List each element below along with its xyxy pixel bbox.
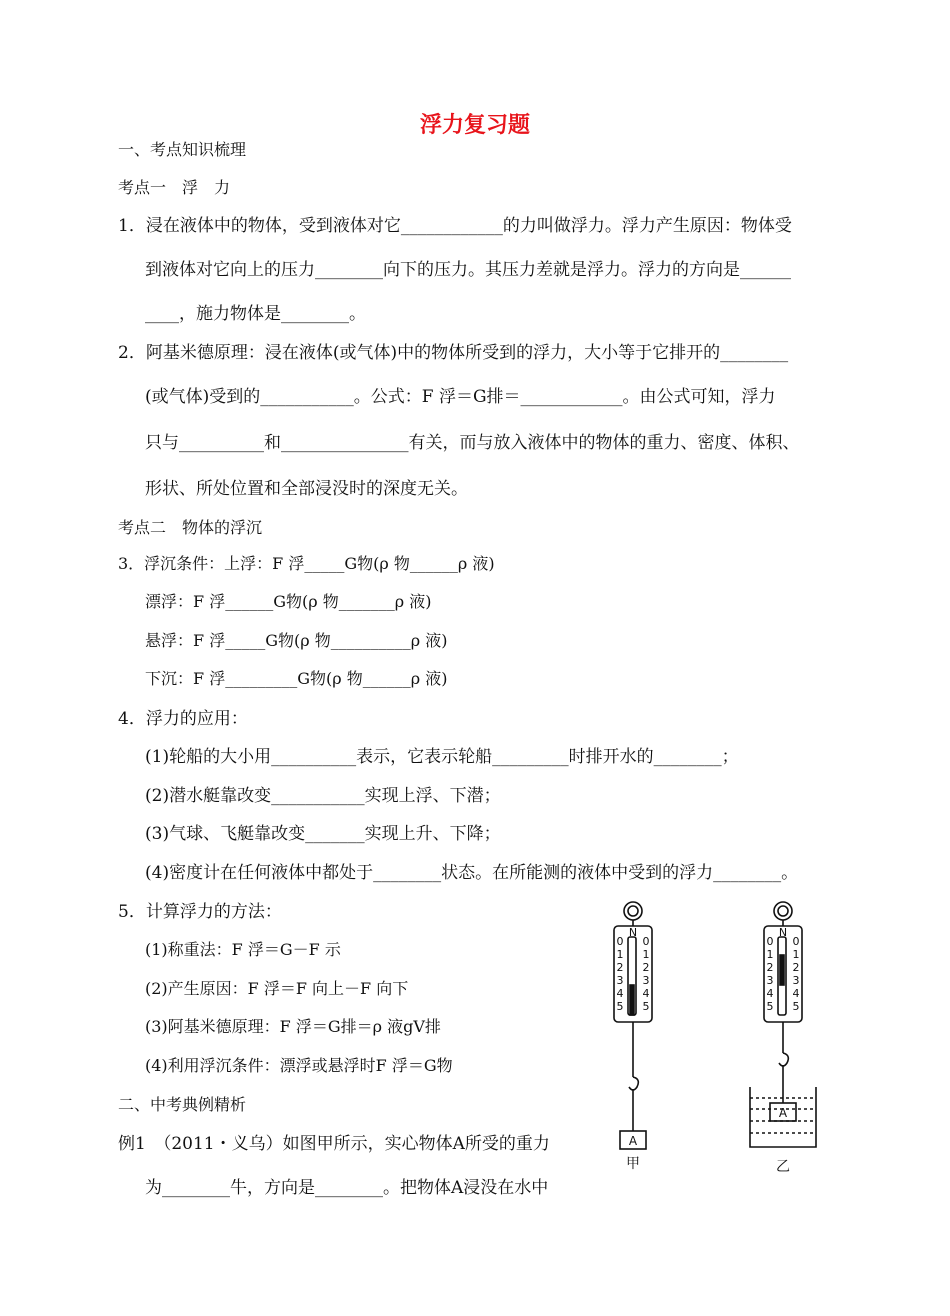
example-1-line-2: 为________牛，方向是________。把物体A浸没在水中 — [145, 1178, 549, 1198]
question-1-line-2: 到液体对它向上的压力________向下的压力。其压力差就是浮力。浮力的方向是______ — [145, 260, 791, 280]
question-5-item-4: (4)利用浮沉条件：漂浮或悬浮时F 浮＝G物 — [145, 1056, 453, 1075]
scale-number: 3 — [616, 974, 624, 987]
scale-number: 1 — [766, 948, 774, 961]
scale-number: 5 — [616, 1000, 624, 1013]
scale-number: 4 — [792, 987, 800, 1000]
question-1-line-3: ____，施力物体是________。 — [145, 304, 366, 324]
question-2-line-3: 只与__________和_______________有关，而与放入液体中的物体的重力、密度、体积、 — [145, 433, 800, 453]
question-2-line-4: 形状、所处位置和全部浸没时的深度无关。 — [145, 479, 468, 499]
scale-number: 5 — [766, 1000, 774, 1013]
scale-number: 1 — [616, 948, 624, 961]
topic-heading: 考点二 物体的浮沉 — [118, 518, 263, 537]
scale-number: 1 — [642, 948, 650, 961]
question-4-item-3: (3)气球、飞艇靠改变_______实现上升、下降； — [145, 824, 501, 844]
scale-letter-right: N — [778, 926, 788, 939]
topic-heading: 考点一 浮 力 — [118, 178, 231, 197]
scale-number: 0 — [616, 935, 624, 948]
scale-number: 3 — [766, 974, 774, 987]
scale-number: 3 — [792, 974, 800, 987]
scale-number: 4 — [616, 987, 624, 1000]
caption-right: 乙 — [776, 1159, 790, 1175]
question-3-line-3: 悬浮：F 浮_____G物(ρ 物__________ρ 液) — [145, 631, 448, 650]
question-5-item-3: (3)阿基米德原理：F 浮＝G排＝ρ 液gV排 — [145, 1017, 441, 1036]
scale-number: 2 — [616, 961, 624, 974]
scale-number: 3 — [642, 974, 650, 987]
scale-number: 0 — [642, 935, 650, 948]
question-3-line-2: 漂浮：F 浮______G物(ρ 物_______ρ 液) — [145, 592, 432, 611]
section-heading: 一、考点知识梳理 — [118, 140, 247, 159]
question-2-line-1: 2．阿基米德原理：浸在液体(或气体)中的物体所受到的浮力，大小等于它排开的________ — [118, 343, 789, 363]
example-1-line-1: 例1 （2011・义乌）如图甲所示，实心物体A所受的重力 — [118, 1134, 550, 1154]
scale-number: 5 — [792, 1000, 800, 1013]
scale-number: 1 — [792, 948, 800, 961]
scale-letter-left: N — [628, 926, 638, 939]
question-5-heading: 5．计算浮力的方法： — [118, 902, 282, 922]
page-title: 浮力复习题 — [419, 113, 530, 138]
question-2-line-2: (或气体)受到的___________。公式：F 浮＝G排＝____________。由公式可知，浮力 — [145, 387, 776, 407]
section-heading: 二、中考典例精析 — [118, 1095, 247, 1114]
scale-number: 4 — [766, 987, 774, 1000]
question-3-line-1: 3．浮沉条件：上浮：F 浮_____G物(ρ 物______ρ 液) — [118, 554, 495, 573]
question-3-line-4: 下沉：F 浮_________G物(ρ 物______ρ 液) — [145, 669, 448, 688]
scale-number: 5 — [642, 1000, 650, 1013]
scale-number: 4 — [642, 987, 650, 1000]
scale-number: 2 — [766, 961, 774, 974]
question-4-item-4: (4)密度计在任何液体中都处于________状态。在所能测的液体中受到的浮力________。 — [145, 863, 799, 883]
question-4-item-2: (2)潜水艇靠改变___________实现上浮、下潜； — [145, 786, 501, 806]
block-label-right: A — [778, 1106, 788, 1120]
scale-number: 0 — [766, 935, 774, 948]
question-1-line-1: 1．浸在液体中的物体，受到液体对它____________的力叫做浮力。浮力产生原因：物体受 — [118, 216, 792, 236]
scale-number: 2 — [792, 961, 800, 974]
question-5-item-2: (2)产生原因：F 浮＝F 向上－F 向下 — [145, 979, 409, 998]
question-5-item-1: (1)称重法：F 浮＝G－F 示 — [145, 940, 341, 959]
spring-scale-figure — [600, 893, 840, 1183]
question-4-item-1: (1)轮船的大小用__________表示，它表示轮船_________时排开水的________； — [145, 747, 739, 767]
question-4-heading: 4．浮力的应用： — [118, 709, 248, 729]
caption-left: 甲 — [626, 1156, 640, 1172]
scale-number: 2 — [642, 961, 650, 974]
block-label-left: A — [628, 1134, 638, 1148]
scale-number: 0 — [792, 935, 800, 948]
